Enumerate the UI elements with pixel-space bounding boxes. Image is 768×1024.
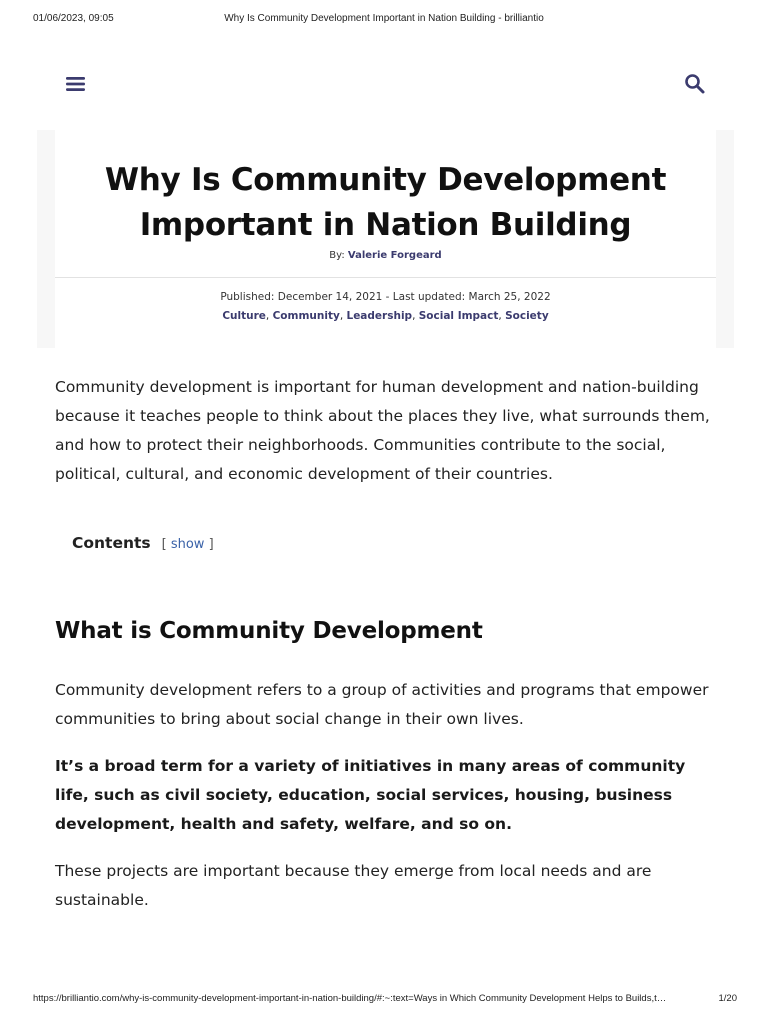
table-of-contents [72,534,214,552]
section-heading: What is Community Development [55,618,483,644]
category-link-leadership[interactable]: Leadership [346,310,413,322]
article-title [55,158,716,248]
hamburger-menu-icon[interactable] [63,72,89,96]
print-page-title: Why Is Community Development Important in Nation Building - brilliantio [224,13,544,24]
bracket-close: ] [208,537,214,552]
article-title-line1: Why Is Community Development [104,162,667,198]
bold-statement-paragraph: It’s a broad term for a variety of initiatives in many areas of community life, such as civil society, education, social services, housing, business development, health and safety, welfare, and so on. [55,757,686,833]
projects-paragraph: These projects are important because they emerge from local needs and are sustainable. [55,862,652,909]
bracket-open: [ [161,537,167,552]
contents-title: Contents [72,534,151,552]
publish-dates: Published: December 14, 2021 - Last updated: March 25, 2022 [220,291,551,303]
byline [55,250,716,261]
category-link-community[interactable]: Community [272,310,340,322]
print-header [0,13,768,27]
print-footer [0,993,768,1007]
header-divider [55,277,716,278]
print-datetime: 01/06/2023, 09:05 [33,13,114,24]
print-url: https://brilliantio.com/why-is-community-development-important-in-nation-building/#:~:text=Ways in Which Community Development Helps to Builds,t… [33,993,667,1004]
category-link-social-impact[interactable]: Social Impact [418,310,499,322]
by-label: By: [329,250,345,261]
contents-show-link[interactable]: show [170,537,205,552]
category-link-society[interactable]: Society [505,310,549,322]
intro-paragraph: Community development is important for human development and nation-building because it teaches people to think about the places they live, what surrounds them, and how to protect their neighborhoods. Communities contribute to the social, political, cultural, and economic development of their countries. [55,378,710,483]
category-link-culture[interactable]: Culture [222,310,266,322]
article-title-line2: Important in Nation Building [139,207,632,243]
print-page-number: 1/20 [718,993,737,1004]
article-header [55,130,716,348]
author-link[interactable]: Valerie Forgeard [347,250,442,261]
search-icon[interactable] [683,72,707,96]
category-list: Culture, Community, Leadership, Social Impact, Society [222,310,549,322]
contents-toggle-wrapper [162,537,214,552]
definition-paragraph: Community development refers to a group of activities and programs that empower communities to bring about social change in their own lives. [55,681,709,728]
